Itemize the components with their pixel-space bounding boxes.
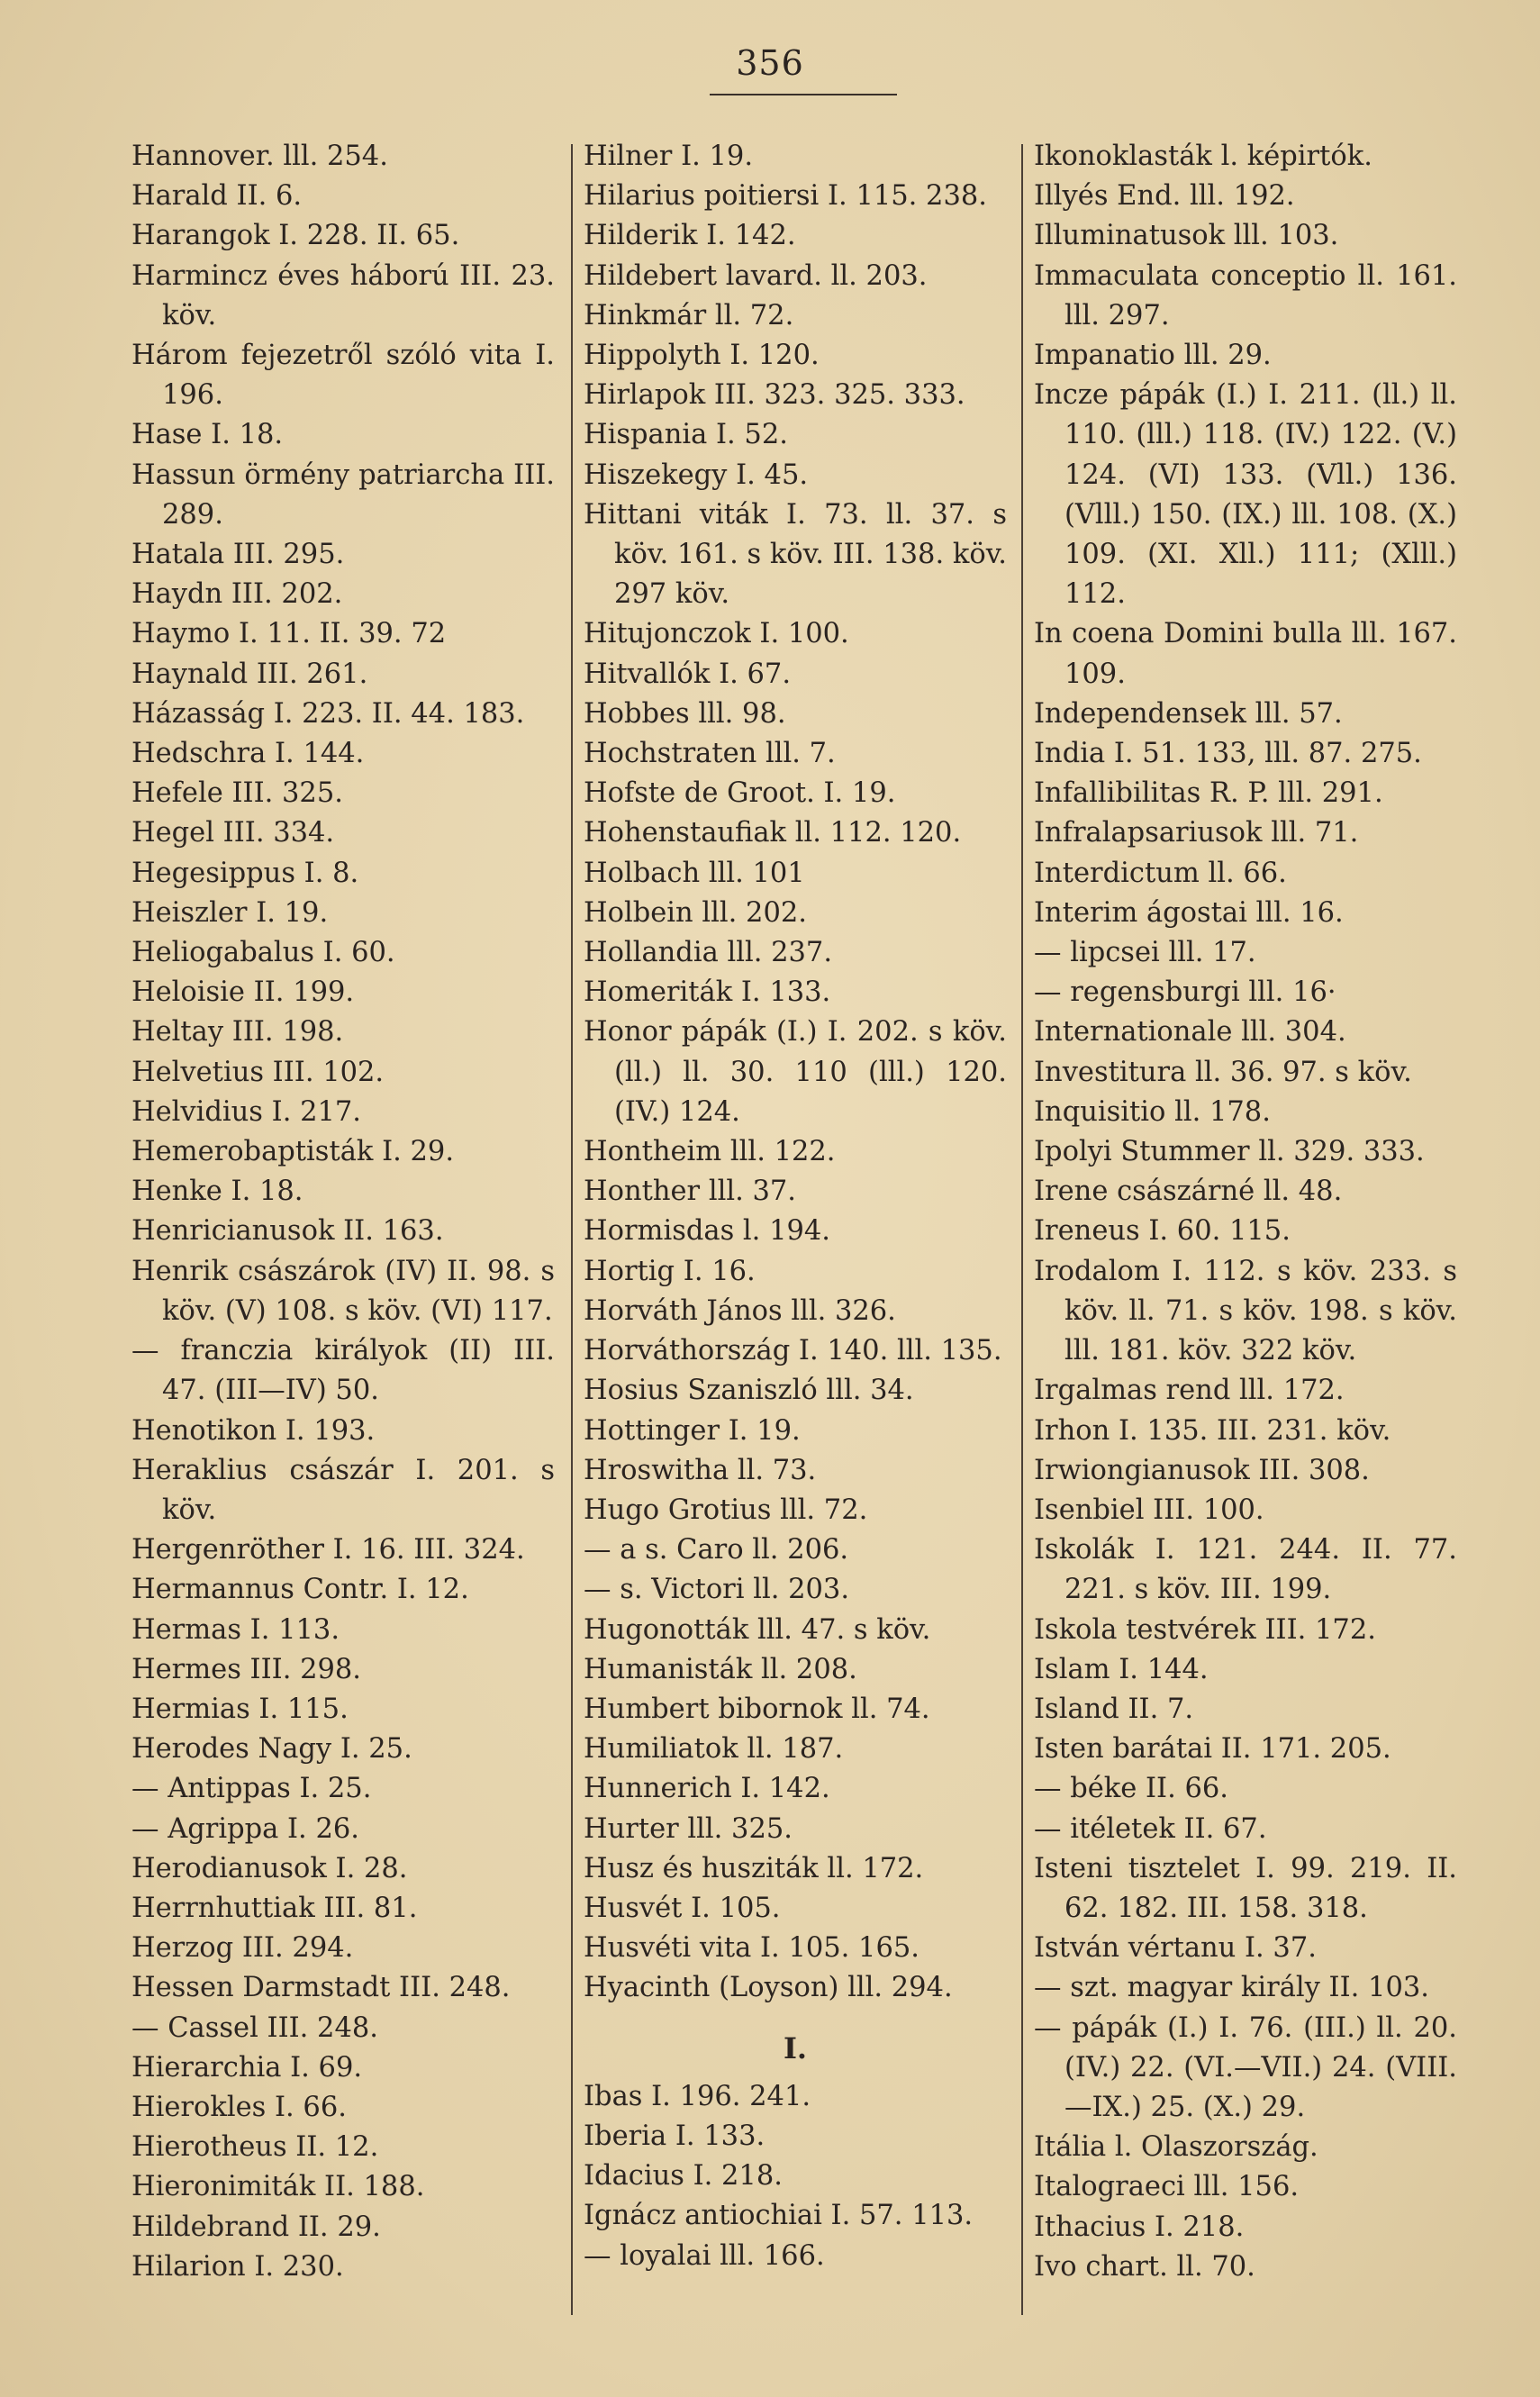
index-entry: Hroswitha ll. 73. [584,1454,817,1486]
index-entry: Iberia I. 133. [584,2120,765,2152]
index-entry: Irhon I. 135. III. 231. köv. [1034,1414,1391,1447]
index-entry: Iskolák I. 121. 244. II. 77. 221. s köv. III. 199. [1034,1534,1457,1606]
column-divider [1021,144,1023,2315]
index-entry: Haymo I. 11. II. 39. 72 [131,618,447,650]
index-entry: Helvidius I. 217. [131,1095,362,1128]
index-entry: Hontheim lll. 122. [584,1136,836,1168]
index-entry: Herodianusok I. 28. [131,1852,408,1884]
index-entry: Impanatio lll. 29. [1034,340,1272,372]
index-entry: Hemerobaptisták I. 29. [131,1136,455,1168]
index-entry: Hunnerich I. 142. [584,1773,830,1805]
index-entry: Isteni tisztelet I. 99. 219. II. 62. 182. III. 158. 318. [1034,1852,1457,1924]
index-entry: Hedschra I. 144. [131,738,365,770]
index-entry: Iskola testvérek III. 172. [1034,1613,1376,1646]
index-entry: Hessen Darmstadt III. 248. [131,1972,511,2004]
index-entry: Henricianusok II. 163. [131,1215,444,1248]
index-entry: Hiszekegy I. 45. [584,459,809,491]
index-entry: Hegesippus I. 8. [131,857,359,889]
index-entry: Hergenröther I. 16. III. 324. [131,1534,525,1566]
index-entry: Interdictum ll. 66. [1034,857,1287,889]
index-entry: Hortig I. 16. [584,1255,756,1287]
index-entry: Idacius I. 218. [584,2160,783,2193]
index-entry: Hyacinth (Loyson) lll. 294. [584,1972,953,2004]
index-entry: Hilderik I. 142. [584,220,796,252]
index-entry: Hieronimiták II. 188. [131,2171,425,2203]
index-column-1 [131,137,555,2287]
index-entry: Independensek lll. 57. [1034,697,1343,730]
index-entry: Hochstraten lll. 7. [584,738,836,770]
index-entry: Interim ágostai lll. 16. [1034,896,1344,929]
index-entry: Hermannus Contr. I. 12. [131,1574,469,1606]
index-entry: Hobbes lll. 98. [584,697,786,730]
index-entry: Hildebert lavard. ll. 203. [584,259,928,292]
header-rule [710,94,897,95]
index-entry: Heltay III. 198. [131,1016,344,1049]
index-entry: Herrnhuttiak III. 81. [131,1892,418,1924]
index-entry: — Cassel III. 248. [131,2011,378,2044]
index-entry: — itéletek II. 67. [1034,1812,1267,1845]
index-entry: Harmincz éves háború III. 23. köv. [131,259,555,331]
index-entry: Humbert bibornok ll. 74. [584,1693,930,1725]
index-entry: Heloisie II. 199. [131,976,355,1009]
index-entry: Haynald III. 261. [131,658,368,690]
index-entry: Hierotheus II. 12. [131,2131,379,2164]
index-entry: Herzog III. 294. [131,1932,354,1965]
index-entry: Henke I. 18. [131,1176,303,1208]
index-entry: — pápák (I.) I. 76. (III.) ll. 20. (IV.) 22. (VI.—VII.) 24. (VIII.—IX.) 25. (X.) 29. [1034,2011,1457,2123]
index-entry: Incze pápák (I.) I. 211. (ll.) ll. 110. (lll.) 118. (IV.) 122. (V.) 124. (VI) 133. (Vll.) 136. (Vlll.) 150. (IX.) lll. 108. (X.) 109. (XI. Xll.) 111; (Xlll.) 112. [1034,379,1457,611]
index-entry: India I. 51. 133, lll. 87. 275. [1034,738,1422,770]
index-entry: Illyés End. lll. 192. [1034,180,1295,213]
index-entry: Hirlapok III. 323. 325. 333. [584,379,965,412]
index-entry: Illuminatusok lll. 103. [1034,220,1339,252]
index-entry: Hegel III. 334. [131,817,335,849]
index-entry: Ipolyi Stummer ll. 329. 333. [1034,1136,1425,1168]
index-entry: Ibas I. 196. 241. [584,2080,811,2112]
index-entry: Hippolyth I. 120. [584,340,820,372]
index-entry: Internationale lll. 304. [1034,1016,1346,1049]
index-entry: Islam I. 144. [1034,1653,1209,1685]
index-entry: István vértanu I. 37. [1034,1932,1317,1965]
index-entry: Hefele III. 325. [131,777,343,810]
page-number: 356 [736,43,804,83]
index-entry: Hermias I. 115. [131,1693,349,1725]
index-entry: Hormisdas l. 194. [584,1215,830,1248]
index-entry: Hannover. lll. 254. [131,141,388,172]
index-entry: Isenbiel III. 100. [1034,1494,1264,1526]
index-entry: Humiliatok ll. 187. [584,1733,844,1766]
index-entry: Hassun örmény patriarcha III. 289. [131,459,555,531]
index-entry: Harangok I. 228. II. 65. [131,220,460,252]
index-column-2 [584,137,1007,2276]
index-entry: Infralapsariusok lll. 71. [1034,817,1359,849]
index-entry: Hosius Szaniszló lll. 34. [584,1375,914,1407]
index-entry: Hugo Grotius lll. 72. [584,1494,868,1526]
index-entry: Hohenstaufiak ll. 112. 120. [584,817,962,849]
index-entry: Irodalom I. 112. s köv. 233. s köv. ll. 71. s köv. 198. s köv. lll. 181. köv. 322 köv. [1034,1255,1457,1367]
index-entry: Ivo chart. ll. 70. [1034,2250,1255,2283]
index-entry: Irwiongianusok III. 308. [1034,1454,1370,1486]
index-entry: Hinkmár ll. 72. [584,299,794,331]
index-entry: Hitujonczok I. 100. [584,618,849,650]
index-entry: Italograeci lll. 156. [1034,2171,1300,2203]
index-entry: Három fejezetről szóló vita I. 196. [131,340,555,412]
index-entry: Husvét I. 105. [584,1892,781,1924]
index-entry: Heliogabalus I. 60. [131,937,395,969]
index-entry: Honor pápák (I.) I. 202. s köv. (ll.) ll. 30. 110 (lll.) 120. (IV.) 124. [584,1016,1007,1128]
index-entry: Honther lll. 37. [584,1176,796,1208]
index-entry: Hollandia lll. 237. [584,937,833,969]
index-entry: Hase I. 18. [131,419,284,451]
index-entry: — s. Victori ll. 203. [584,1574,850,1606]
index-entry: Ignácz antiochiai I. 57. 113. [584,2200,974,2232]
index-entry: Ithacius I. 218. [1034,2211,1245,2243]
index-entry: Haydn III. 202. [131,578,343,611]
index-entry: Irgalmas rend lll. 172. [1034,1375,1345,1407]
index-entry: Hofste de Groot. I. 19. [584,777,896,810]
index-entry: — szt. magyar király II. 103. [1034,1972,1429,2004]
index-entry: Heraklius császár I. 201. s köv. [131,1454,555,1526]
index-entry: Hilarius poitiersi I. 115. 238. [584,180,987,213]
index-entry: Heiszler I. 19. [131,896,329,929]
index-entry: Házasság I. 223. II. 44. 183. [131,697,525,730]
index-column-3 [1034,137,1457,2287]
index-entry: Homeriták I. 133. [584,976,831,1009]
index-entry: In coena Domini bulla lll. 167. 109. [1034,618,1457,690]
index-entry: Husvéti vita I. 105. 165. [584,1932,919,1965]
index-entry: Ireneus I. 60. 115. [1034,1215,1291,1248]
index-entry: Investitura ll. 36. 97. s köv. [1034,1056,1412,1088]
index-entry: Hilner I. 19. [584,141,754,172]
index-entry: Hierarchia I. 69. [131,2051,363,2084]
index-entry: Helvetius III. 102. [131,1056,385,1088]
index-entry: Hottinger I. 19. [584,1414,801,1447]
index-entry: — a s. Caro ll. 206. [584,1534,849,1566]
index-entry: Hispania I. 52. [584,419,788,451]
index-entry: — loyalai lll. 166. [584,2239,825,2272]
index-entry: Hermes III. 298. [131,1653,361,1685]
index-entry: Hatala III. 295. [131,539,345,571]
index-entry: Harald II. 6. [131,180,303,213]
index-entry: Ikonoklasták l. képirtók. [1034,141,1372,172]
index-entry: Humanisták ll. 208. [584,1653,857,1685]
index-entry: Island II. 7. [1034,1693,1194,1725]
index-entry: Hilarion I. 230. [131,2250,344,2283]
letter-heading: I. [783,2030,808,2066]
index-entry: — béke II. 66. [1034,1773,1228,1805]
index-entry: — franczia királyok (II) III. 47. (III—IV) 50. [131,1335,555,1407]
index-entry: Horváthország I. 140. lll. 135. [584,1335,1002,1367]
index-entry: Isten barátai II. 171. 205. [1034,1733,1391,1766]
index-entry: Holbein lll. 202. [584,896,807,929]
index-entry: Hierokles I. 66. [131,2091,347,2123]
index-entry: — lipcsei lll. 17. [1034,937,1256,969]
index-entry: — Antippas I. 25. [131,1773,372,1805]
index-entry: Hugonották lll. 47. s köv. [584,1613,931,1646]
index-entry: Hildebrand II. 29. [131,2211,381,2243]
index-entry: Herodes Nagy I. 25. [131,1733,412,1766]
index-entry: Husz és husziták ll. 172. [584,1852,924,1884]
index-entry: Itália l. Olaszország. [1034,2131,1318,2164]
index-entry: — Agrippa I. 26. [131,1812,359,1845]
index-entry: Horváth János lll. 326. [584,1294,896,1327]
index-entry: Henotikon I. 193. [131,1414,376,1447]
index-entry: Infallibilitas R. P. lll. 291. [1034,777,1383,810]
index-entry: Inquisitio ll. 178. [1034,1095,1271,1128]
index-entry: Irene császárné ll. 48. [1034,1176,1343,1208]
column-divider [571,144,573,2315]
index-entry: Hittani viták I. 73. ll. 37. s köv. 161. s köv. III. 138. köv. 297 köv. [584,498,1007,611]
index-entry: Holbach lll. 101 [584,857,805,889]
index-entry: Hitvallók I. 67. [584,658,792,690]
index-entry: Hermas I. 113. [131,1613,340,1646]
index-entry: Immaculata conceptio ll. 161. lll. 297. [1034,259,1457,331]
index-entry: — regensburgi lll. 16· [1034,976,1336,1009]
index-entry: Hurter lll. 325. [584,1812,793,1845]
index-entry: Henrik császárok (IV) II. 98. s köv. (V) 108. s köv. (VI) 117. [131,1255,555,1327]
